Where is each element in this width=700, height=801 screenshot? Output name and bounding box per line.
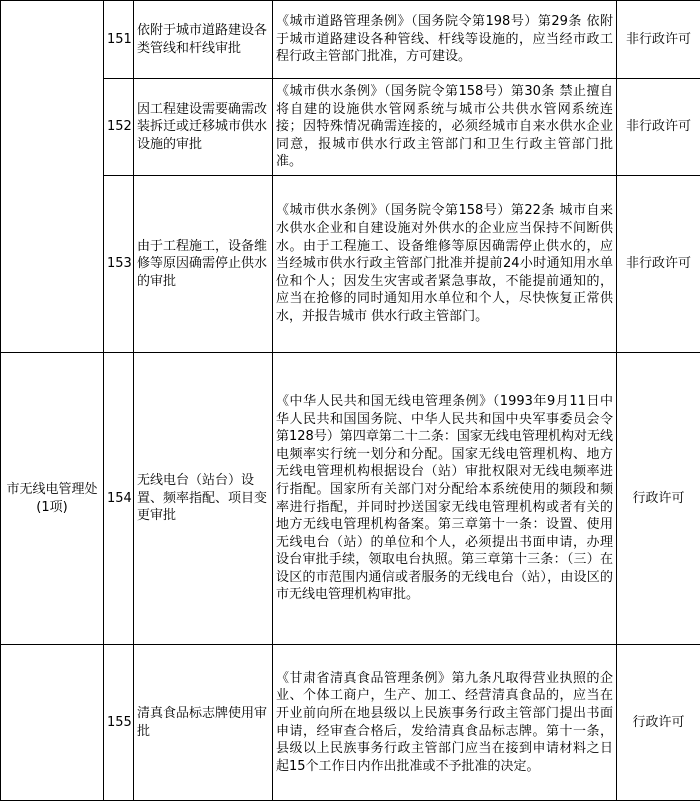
table-row xyxy=(1,645,700,801)
permit-type: 行政许可 xyxy=(617,645,700,801)
item-number: 152 xyxy=(104,79,134,176)
item-name: 无线电台（站台）设置、频率指配、项目变更审批 xyxy=(134,353,273,645)
department-cell: 市无线电管理处(1项) xyxy=(1,353,104,645)
legal-basis: 《城市供水条例》（国务院令第158号）第22条 城市自来水供水企业和自建设施对外供水的企业应当保持不间断供水。由于工程施工、设备维修等原因确需停止供水的，应当经城市供水行政主管部门批准并提前24小时通知用水单位和个人；因发生灾害或者紧急事故，不能提前通知的，应当在抢修的同时通知用水单位和个人，尽快恢复正常供水，并报告城市 供水行政主管部门。 xyxy=(273,176,617,353)
table-row xyxy=(1,79,700,176)
permit-type: 非行政许可 xyxy=(617,176,700,353)
permit-type: 行政许可 xyxy=(617,353,700,645)
table-row xyxy=(1,353,700,645)
department-cell xyxy=(1,645,104,801)
legal-basis: 《城市道路管理条例》（国务院令第198号）第29条 依附于城市道路建设各种管线、杆线等设施的，应当经市政工程行政主管部门批准，方可建设。 xyxy=(273,1,617,79)
department-cell xyxy=(1,1,104,353)
table-row xyxy=(1,1,700,79)
legal-basis: 《城市供水条例》（国务院令第158号）第30条 禁止擅自将自建的设施供水管网系统与城市公共供水管网系统连接；因特殊情况确需连接的，必须经城市自来水供水企业同意，报城市供水行政主管部门和卫生行政主管部门批准。 xyxy=(273,79,617,176)
item-name: 由于工程施工，设备维修等原因确需停止供水的审批 xyxy=(134,176,273,353)
permit-type: 非行政许可 xyxy=(617,79,700,176)
item-name: 因工程建设需要确需改装拆迁或迁移城市供水设施的审批 xyxy=(134,79,273,176)
legal-basis: 《中华人民共和国无线电管理条例》（1993年9月11日中华人民共和国国务院、中华人民共和国中央军事委员会令第128号）第四章第二十二条：国家无线电管理机构对无线电频率实行统一划分和分配。国家无线电管理机构、地方无线电管理机构根据设台（站）审批权限对无线电频率进行指配。国家所有关部门对分配给本系统使用的频段和频率进行指配，并同时抄送国家无线电管理机构或者有关的地方无线电管理机构备案。第三章第十一条：设置、使用无线电台（站）的单位和个人，必须提出书面申请，办理设台审批手续，领取电台执照。第三章第十三条：（三）在设区的市范围内通信或者服务的无线电台（站），由设区的市无线电管理机构审批。 xyxy=(273,353,617,645)
permit-type: 非行政许可 xyxy=(617,1,700,79)
legal-basis: 《甘肃省清真食品管理条例》第九条凡取得营业执照的企业、个体工商户，生产、加工、经营清真食品的，应当在开业前向所在地县级以上民族事务行政主管部门提出书面申请，经审查合格后，发给清真食品标志牌。第十一条，县级以上民族事务行政主管部门应当在接到申请材料之日起15个工作日内作出批准或不予批准的决定。 xyxy=(273,645,617,801)
item-number: 153 xyxy=(104,176,134,353)
item-number: 155 xyxy=(104,645,134,801)
table-row xyxy=(1,176,700,353)
item-number: 154 xyxy=(104,353,134,645)
item-name: 依附于城市道路建设各类管线和杆线审批 xyxy=(134,1,273,79)
item-name: 清真食品标志牌使用审批 xyxy=(134,645,273,801)
item-number: 151 xyxy=(104,1,134,79)
